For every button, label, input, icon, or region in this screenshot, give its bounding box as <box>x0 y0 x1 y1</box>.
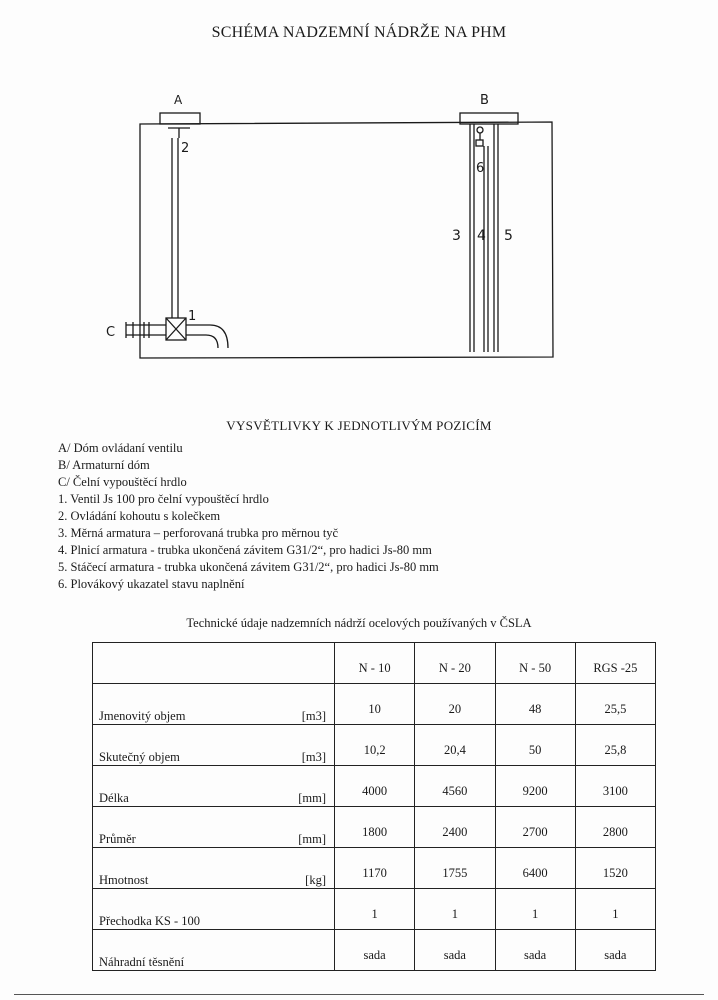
label-3: 3 <box>452 228 461 244</box>
table-row <box>93 848 656 889</box>
legend-item: 2. Ovládání kohoutu s kolečkem <box>58 509 221 523</box>
row-unit: [m3] <box>301 750 326 764</box>
table-cell: 1 <box>415 889 495 930</box>
column-header: N - 10 <box>335 643 415 684</box>
table-cell: 10,2 <box>335 725 415 766</box>
table-cell: sada <box>495 930 575 971</box>
table-cell: sada <box>575 930 655 971</box>
dome-a <box>160 113 200 124</box>
table-row <box>93 766 656 807</box>
table-cell: 9200 <box>495 766 575 807</box>
row-label: Přechodka KS - 100 <box>99 914 201 928</box>
table-cell: sada <box>415 930 495 971</box>
legend-item: A/ Dóm ovládaní ventilu <box>58 441 183 455</box>
elbow-pipe <box>186 325 228 348</box>
pipe-5 <box>494 124 498 352</box>
table-caption: Technické údaje nadzemních nádrží ocelových používaných v ČSLA <box>186 616 532 630</box>
label-6: 6 <box>476 161 485 176</box>
column-header: N - 20 <box>415 643 495 684</box>
row-label-cell <box>93 807 335 848</box>
pipe-4 <box>484 146 488 352</box>
legend-item: 1. Ventil Js 100 pro čelní vypouštěcí hrdlo <box>58 492 269 506</box>
handwheel <box>168 128 190 138</box>
outlet-pipe <box>126 322 166 338</box>
column-header: RGS -25 <box>575 643 655 684</box>
table-cell: sada <box>335 930 415 971</box>
row-label: Délka <box>99 791 129 805</box>
table-row <box>93 807 656 848</box>
table-cell: 4000 <box>335 766 415 807</box>
label-1: 1 <box>188 309 197 324</box>
table-cell: 1800 <box>335 807 415 848</box>
table-header-row <box>93 643 656 684</box>
table-cell: 1 <box>575 889 655 930</box>
legend-item: 6. Plovákový ukazatel stavu naplnění <box>58 577 245 591</box>
table-row <box>93 725 656 766</box>
row-label-cell <box>93 684 335 725</box>
row-label: Skutečný objem <box>99 750 180 764</box>
bottom-rule <box>14 994 704 995</box>
table-cell: 48 <box>495 684 575 725</box>
tank-outline <box>140 122 553 358</box>
tank-diagram <box>0 80 718 380</box>
table-cell: 2800 <box>575 807 655 848</box>
table-cell: 6400 <box>495 848 575 889</box>
table-cell: 10 <box>335 684 415 725</box>
row-label: Hmotnost <box>99 873 149 887</box>
row-label-cell <box>93 848 335 889</box>
table-cell: 3100 <box>575 766 655 807</box>
table-cell: 50 <box>495 725 575 766</box>
table-cell: 1755 <box>415 848 495 889</box>
row-label: Náhradní těsnění <box>99 955 185 969</box>
legend-item: 3. Měrná armatura – perforovaná trubka pro měrnou tyč <box>58 526 339 540</box>
label-a: A <box>174 93 183 107</box>
pipe-3 <box>470 124 474 352</box>
label-c: C <box>106 325 116 340</box>
table-row <box>93 889 656 930</box>
column-header: N - 50 <box>495 643 575 684</box>
table-cell: 20,4 <box>415 725 495 766</box>
row-unit: [mm] <box>298 791 326 805</box>
legend-item: 5. Stáčecí armatura - trubka ukončená závitem G31/2“, pro hadici Js-80 mm <box>58 560 439 574</box>
table-cell: 1520 <box>575 848 655 889</box>
legend-item: C/ Čelní vypouštěcí hrdlo <box>58 475 187 489</box>
header-empty-cell <box>93 643 335 684</box>
row-unit: [kg] <box>305 873 326 887</box>
label-2: 2 <box>181 141 190 156</box>
label-b: B <box>480 93 489 108</box>
table-row <box>93 684 656 725</box>
table-cell: 4560 <box>415 766 495 807</box>
specs-table <box>92 642 656 971</box>
table-cell: 25,8 <box>575 725 655 766</box>
legend-list <box>58 440 439 593</box>
row-unit: [m3] <box>301 709 326 723</box>
table-cell: 1 <box>495 889 575 930</box>
valve-stem <box>172 138 178 318</box>
row-label-cell <box>93 766 335 807</box>
table-row <box>93 930 656 971</box>
table-cell: 20 <box>415 684 495 725</box>
legend-title: VYSVĚTLIVKY K JEDNOTLIVÝM POZICÍM <box>226 418 492 433</box>
row-label: Průměr <box>99 832 136 846</box>
table-cell: 2700 <box>495 807 575 848</box>
row-label: Jmenovitý objem <box>99 709 186 723</box>
table-cell: 1170 <box>335 848 415 889</box>
row-unit: [mm] <box>298 832 326 846</box>
table-cell: 25,5 <box>575 684 655 725</box>
row-label-cell <box>93 889 335 930</box>
table-cell: 2400 <box>415 807 495 848</box>
label-4: 4 <box>477 228 486 244</box>
page-title: SCHÉMA NADZEMNÍ NÁDRŽE NA PHM <box>211 24 507 41</box>
row-label-cell <box>93 725 335 766</box>
legend-item: 4. Plnicí armatura - trubka ukončená závitem G31/2“, pro hadici Js-80 mm <box>58 543 432 557</box>
table-cell: 1 <box>335 889 415 930</box>
row-label-cell <box>93 930 335 971</box>
legend-item: B/ Armaturní dóm <box>58 458 150 472</box>
label-5: 5 <box>504 228 513 244</box>
